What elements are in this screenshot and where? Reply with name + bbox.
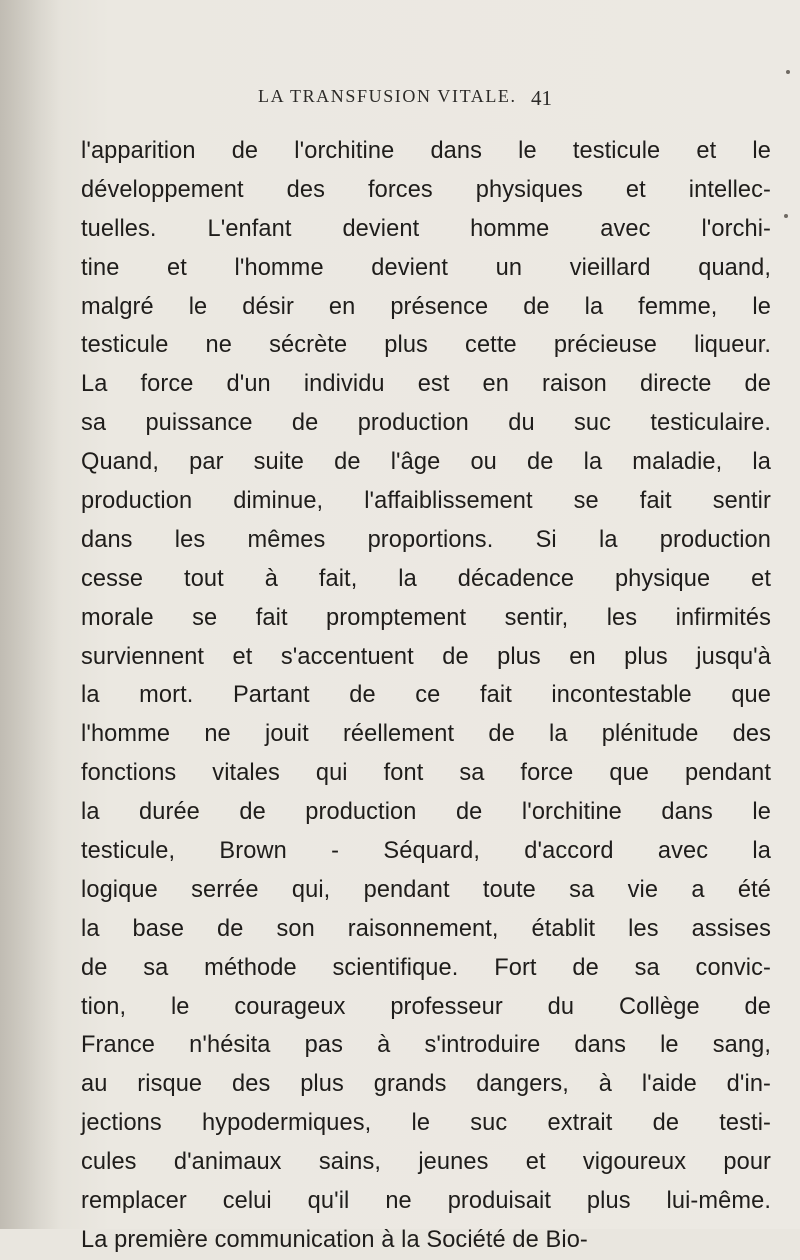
text-line: surviennent et s'accentuent de plus en plus jusqu'à [81,643,771,670]
text-line: logique serrée qui, pendant toute sa vie a été [81,876,771,903]
text-line: La force d'un individu est en raison directe de [81,371,771,398]
paper-speck [786,70,790,74]
text-line: tine et l'homme devient un vieillard quand, [81,254,771,281]
text-line: testicule, Brown - Séquard, d'accord avec la [81,838,771,865]
page-gutter-shadow [0,0,60,1229]
text-line: au risque des plus grands dangers, à l'aide d'in- [81,1071,771,1098]
text-line: testicule ne sécrète plus cette précieuse liqueur. [81,332,771,359]
running-head: LA TRANSFUSION VITALE. [258,86,517,106]
paper-speck [784,214,788,218]
text-line: Quand, par suite de l'âge ou de la maladie, la [81,449,771,476]
text-line: l'homme ne jouit réellement de la plénitude des [81,721,771,748]
text-line: de sa méthode scientifique. Fort de sa convic- [81,954,771,981]
text-line: la base de son raisonnement, établit les assises [81,915,771,942]
text-line: remplacer celui qu'il ne produisait plus lui-même. [81,1188,771,1215]
text-line: malgré le désir en présence de la femme, le [81,293,771,320]
text-line: cules d'animaux sains, jeunes et vigoureux pour [81,1149,771,1176]
text-line: sa puissance de production du suc testiculaire. [81,410,771,437]
text-line: l'apparition de l'orchitine dans le testicule et le [81,138,771,164]
body-text [81,132,771,1260]
text-line: la mort. Partant de ce fait incontestable que [81,682,771,709]
text-line: développement des forces physiques et intellec- [81,176,771,203]
text-line: fonctions vitales qui font sa force que pendant [81,760,771,787]
text-line: production diminue, l'affaiblissement se fait sentir [81,488,771,515]
text-line: cesse tout à fait, la décadence physique et [81,565,771,592]
text-line: tion, le courageux professeur du Collège de [81,993,771,1020]
text-line: la durée de production de l'orchitine dans le [81,799,771,826]
text-line: tuelles. L'enfant devient homme avec l'orchi- [81,215,771,242]
text-line: France n'hésita pas à s'introduire dans le sang, [81,1032,771,1059]
text-line: morale se fait promptement sentir, les infirmités [81,604,771,631]
text-line: La première communication à la Société de Bio- [81,1226,588,1253]
text-line: jections hypodermiques, le suc extrait de testi- [81,1110,771,1137]
text-line: dans les mêmes proportions. Si la production [81,526,771,553]
page-number: 41 [531,86,552,110]
